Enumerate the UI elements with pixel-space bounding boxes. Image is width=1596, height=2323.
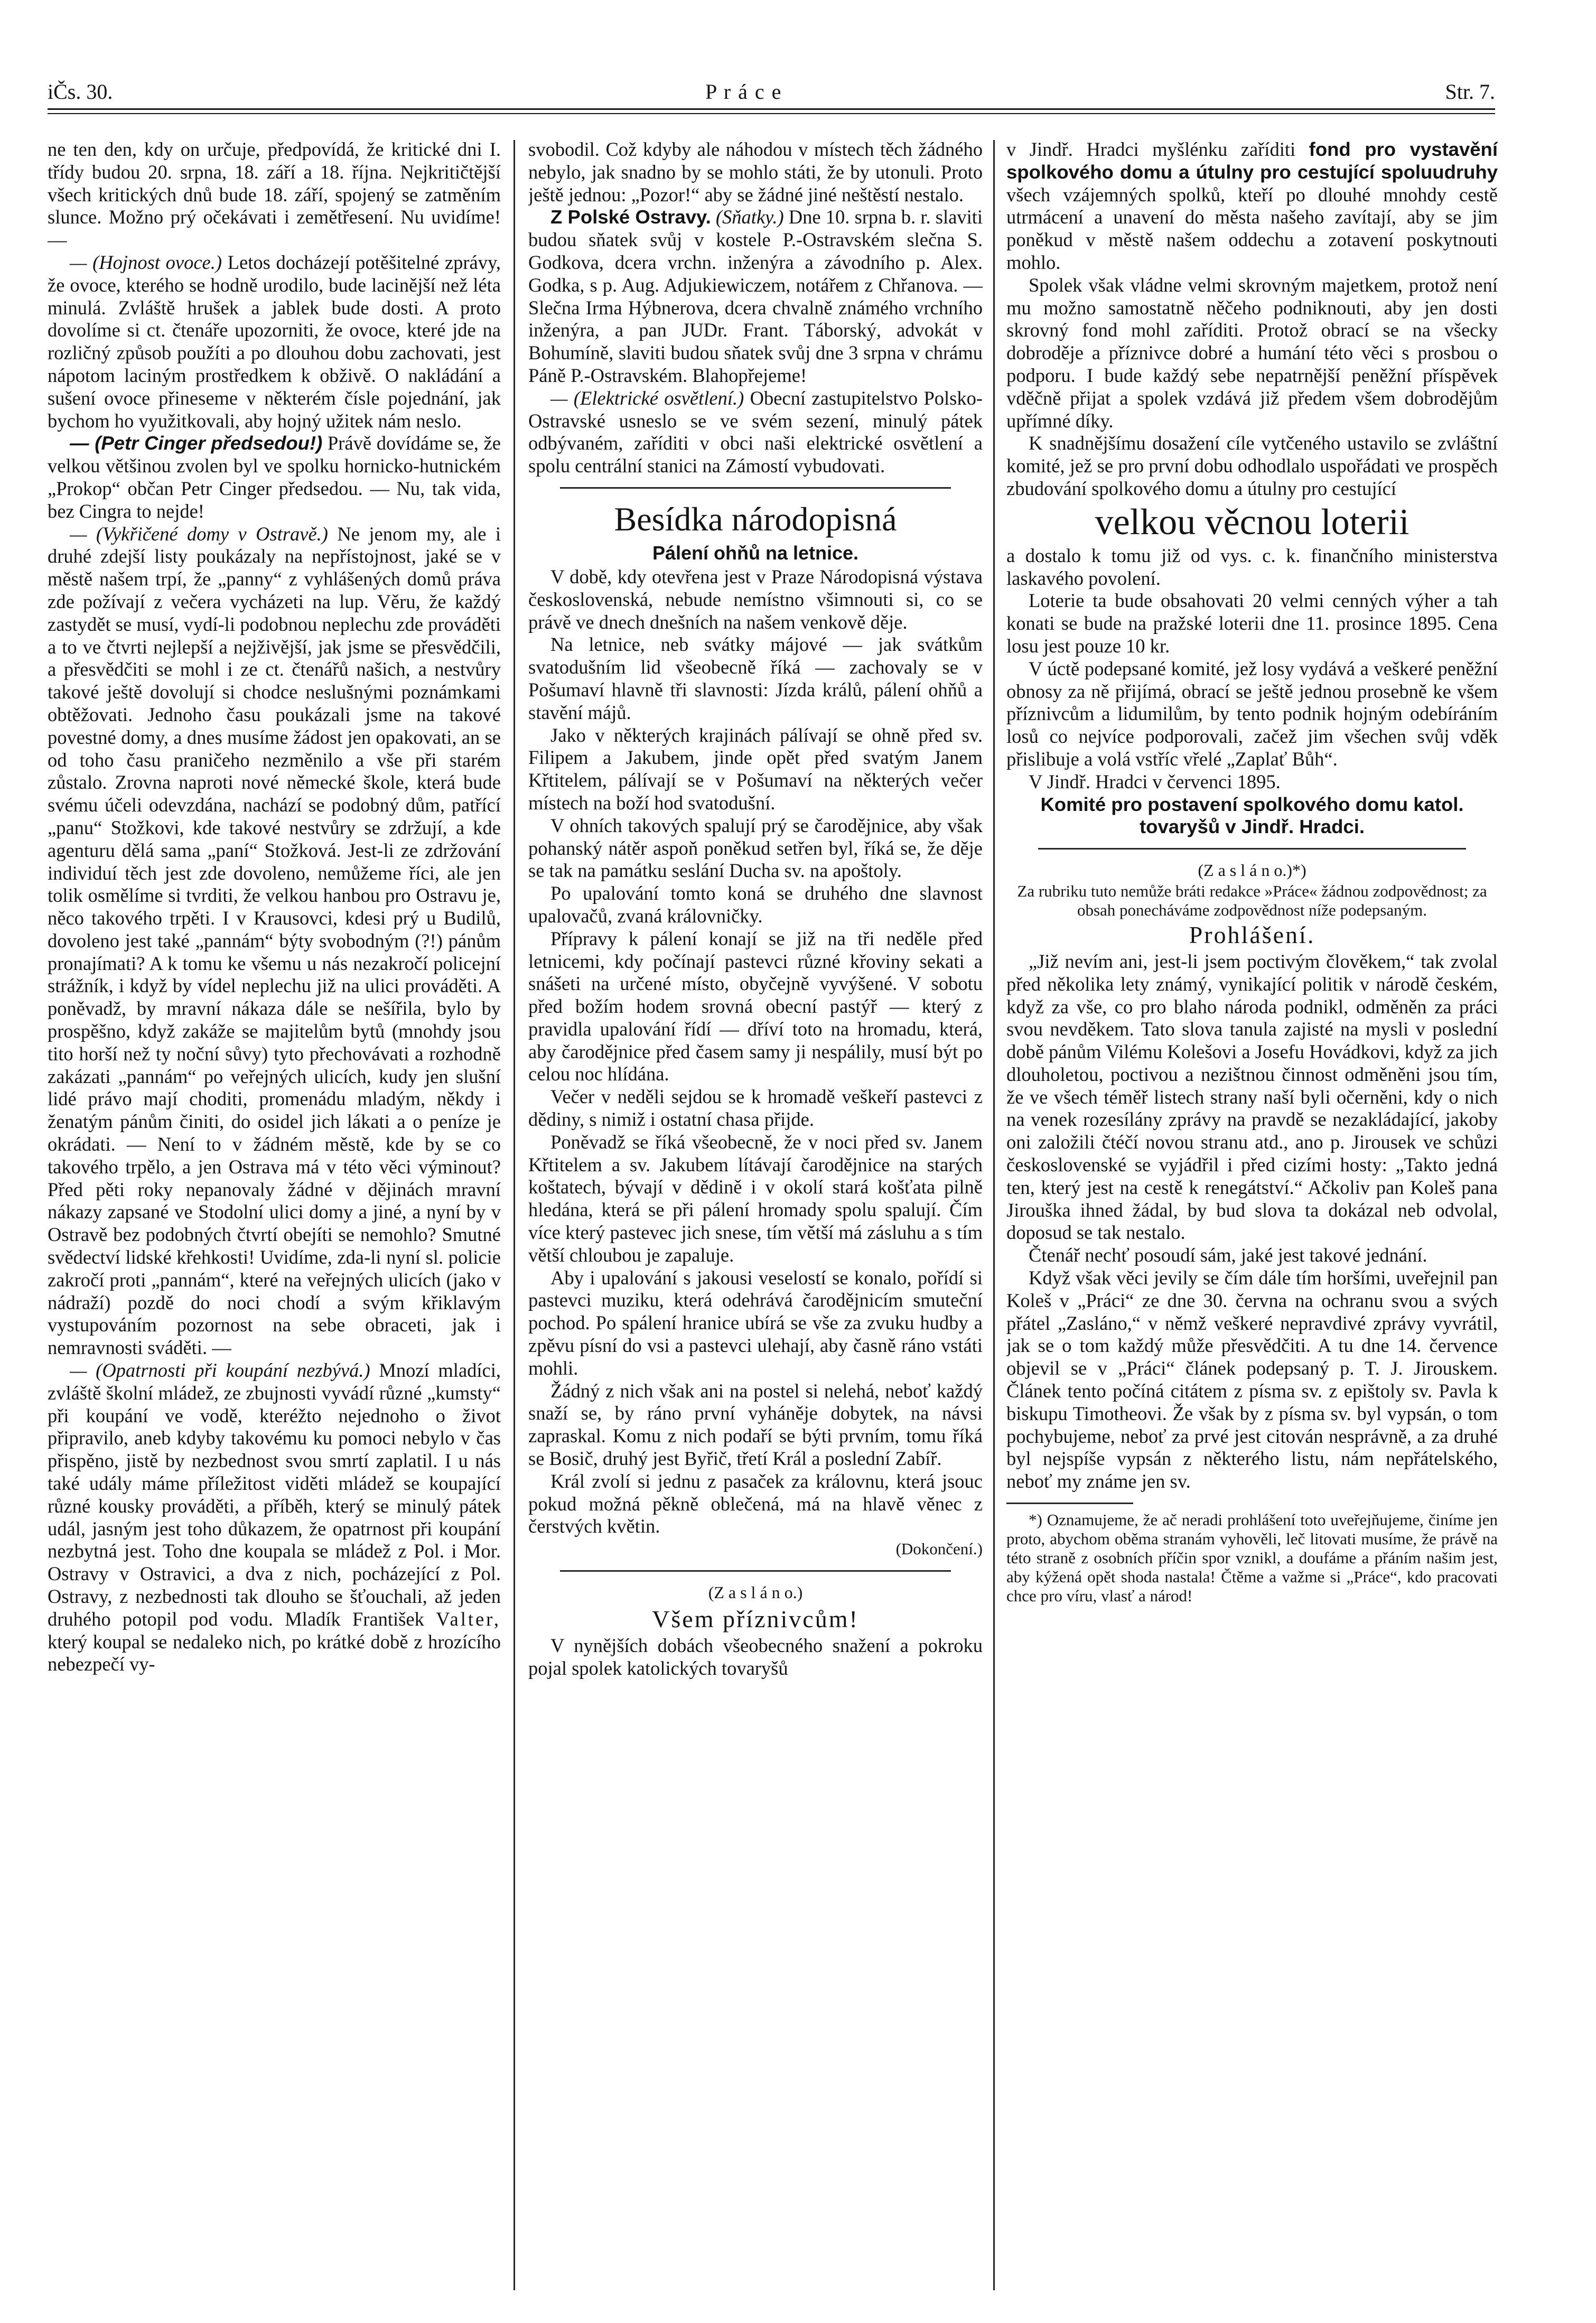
emphasis-text: fond pro vystavění spolkového domu a útulny pro cestující spoluudruhy xyxy=(1006,138,1498,183)
article-paragraph xyxy=(528,387,983,478)
article-paragraph xyxy=(528,206,983,387)
article-heading: — (Hojnost ovoce.) xyxy=(70,251,222,273)
issue-number: iČs. 30. xyxy=(48,80,113,104)
article-paragraph xyxy=(48,523,501,1359)
article-text: Právě dovídáme se, že velkou většinou zvolen byl ve spolku hornicko-hutnickém „Prokop“ občan Petr Cinger předsedou. — Nu, tak vida, bez Cingra to nejde! xyxy=(48,432,501,522)
article-subheading: (Sňatky.) xyxy=(715,206,784,228)
article-paragraph: Po upalování tomto koná se druhého dne slavnost upalovačů, zvaná královničky. xyxy=(528,882,983,927)
dateline: V Jindř. Hradci v červenci 1895. xyxy=(1029,770,1281,792)
column-1 xyxy=(48,138,501,2283)
article-text: Ne jenom my, ale i druhé zdejší listy poukázaly na nepřístojnost, jaké se v městě našem trpí, že „panny“ z vyhlášených domů práva zde požívají z večera vycházeti na lup. Věru, že každý zastydět se musí, vydí-li podobnou neplechu zde prováděti a to ve čtvrti nejlepší a nejživější, jak jsme se přesvědčili, a přesvědčiti se mohl i ze ct. čtenářů našich, a nestvůry takové ještě dovolují si chodce neslušnými poznámkami obtěžovati. Jednoho času poukázali jsme na takové povestné domy, a dnes musíme žádost jen opakovati, an se od toho času praničeho nezměnilo a vše při starém zůstalo. Zrovna naproti nové německé škole, která bude svému účeli odevzdána, nachází se podobný dům, patřící „panu“ Stožkovi, kde takové nestvůry se zdržují, a kde agenturu dělá sama „paní“ Stožková. Jest-li ze zdržování individuí těch jest zde dovoleno, nemůžeme říci, ale jen tolik osmělíme si tvrditi, že velkou hanbou pro Ostravu je, něco takového trpěti. I v Krausovci, kdesi prý u Budilů, dovoleno jest také „pannám“ býty svobodným (?!) pánům pronajímati? A k tomu ke všemu u nás nezakročí policejní strážník, i když by vídel neplechu již na ulici prováděti. A poněvadž, by mravní nákaza dále se nešířila, bylo by prospěšno, když zakáže se majitelům bytů (mnohdy jsou tito horší než ty noční sůvy) tyto přechovávati a rozhodně zakázati „pannám“ po veřejných ulicích, kudy jen slušní lidé právo mají choditi, promenádu mladým, někdy i ženatým pánům činiti, do osidel jich lákati a o peníze je okrádati. — Není to v žádném městě, kde by se co takového trpělo, a jen Ostrava má v této věci výminout? Před pěti roky nepanovaly žádné v dějinách mravní nákazy zapsané ve Stodolní ulici domy a jiné, a nyní by v Ostravě bez podobných čtvrtí obejíti se nemohlo? Smutné svědectví lidské křehkosti! Uvidíme, zda-li nyní sl. policie zakročí proti „pannám“, které na veřejných ulicích (jako v nádraží) pozdě do noci chodí a svým křiklavým vystupováním pozornost na sebe obraceti, jak i nemravnosti sváděti. — xyxy=(48,523,501,1359)
column-3 xyxy=(1006,138,1498,2283)
page-header xyxy=(48,79,1495,111)
column-divider xyxy=(514,140,515,2290)
lottery-heading: velkou věcnou loterii xyxy=(1095,501,1410,543)
column-2 xyxy=(528,138,983,2283)
article-paragraph: Poněvadž se říká všeobecně, že v noci před sv. Janem Křtitelem a sv. Jakubem lítávají čarodějnice na starých koštatech, bývají v dědině i v okolí stará košťata pilně hledána, která se při pálení hromady spolu spalují. Čím více který pastevec jich snese, tím větší má zásluhu a s tím větší chloubou je zapaluje. xyxy=(528,1131,983,1266)
article-paragraph: ne ten den, kdy on určuje, předpovídá, že kritické dni I. třídy budou 20. srpna, 18. září a 18. října. Nejkritičtější všech kritických dnů bude 18. září, spojený se zatměním slunce. Možno prý očekávati i zemětřesení. Nu uvidíme! — xyxy=(48,138,501,251)
article-text: Dne 10. srpna b. r. slaviti budou sňatek svůj v kostele P.-Ostravském slečna S. Godkova, dcera vrchn. inženýra a závodního p. Alex. Godka, s p. Aug. Adjukiewiczem, notářem z Chřanova. — Slečna Irma Hýbnerova, dcera chvalně známého vrchního inženýra, a pan JUDr. Frant. Táborský, advokát v Bohumíně, slaviti budou sňatek svůj dne 3 srpna v chrámu Páně P.-Ostravském. Blahopřejeme! xyxy=(528,206,983,386)
declaration-title: Prohlášení. xyxy=(1189,921,1315,948)
article-paragraph: Král zvolí si jednu z pasaček za královnu, která jsouc pokud možná pěkně oblečená, má na hlavě věnec z čerstvých květin. xyxy=(528,1470,983,1537)
page-number: Str. 7. xyxy=(1445,80,1495,104)
article-text: Obecní zastupitelstvo Polsko-Ostravské usneslo se ve svém sezení, minulý pátek odbývaném, zaříditi v obci naši elektrické osvětlení a spolu centrální stanici na Zámostí vybudovati. xyxy=(528,387,983,477)
article-paragraph: V úctě podepsané komité, jež losy vydává a veškeré peněžní obnosy za ně přijímá, obrací se ještě jednou prosebně ke všem příznivcům a lidumilům, by tento podnik hojným odebíráním losů co nejvíce podporovali, začež jim všechen svůj vděk přislibuje a volá vstříc vřelé „Zaplať Bůh“. xyxy=(1006,657,1498,770)
person-name: Valter, xyxy=(436,1608,501,1630)
article-paragraph: Když však věci jevily se čím dále tím horšími, uveřejnil pan Koleš v „Práci“ ze dne 30. června na ochranu svou a svých přátel „Zasláno,“ v němž veškeré nepravdivé zprávy vyvrátil, jak se o tom každý může přesvědčiti. A tu dne 14. července objevil se v „Práci“ článek podepsaný p. T. J. Jirouskem. Článek tento počíná citátem z písma sv. z epištoly sv. Pavla k biskupu Timotheovi. Že však by z písma sv. byl vypsán, o tom pochybujeme, neboť za prvé jest citován nesprávně, a za druhé byl nejspíše vypsán z některého listu, nám nepřátelského, neboť my známe jen sv. xyxy=(1006,1267,1498,1492)
article-paragraph: Na letnice, neb svátky májové — jak svátkům svatodušním lid všeobecně říká — zachovaly se v Pošumaví hlavně tři slavnosti: Jízda králů, pálení ohňů a stavění májů. xyxy=(528,633,983,723)
article-paragraph: V době, kdy otevřena jest v Praze Národopisná výstava československá, nebude nemístno všimnouti si, co se právě ve dnech dnešních na našem venkově děje. xyxy=(528,565,983,633)
article-text: všech vzájemných spolků, kteří po dlouhé mnohdy cestě utrmácení a unavení do města našeho zavítají, aby se jim poněkud v městě našem oddechu a zotavení poskytnouti mohlo. xyxy=(1006,183,1498,273)
article-text: v Jindř. Hradci myšlénku zaříditi xyxy=(1006,138,1296,160)
section-divider xyxy=(560,487,951,489)
article-paragraph: Loterie ta bude obsahovati 20 velmi cenných výher a tah konati se bude na pražské loterii dne 11. prosince 1895. Cena losu jest pouze 10 kr. xyxy=(1006,590,1498,657)
article-paragraph: „Již nevím ani, jest-li jsem poctivým člověkem,“ tak zvolal před několika lety známý, vynikající politik v národě českém, když za vše, co pro blaho národa podnikl, odměněn za práci svou nevděkem. Tato slova tanula zajisté na mysli v poslední době pánům Vilému Kolešovi a Josefu Hovádkovi, když za jich dlouholetou, poctivou a nezištnou činnost odměněni jsou tím, že ve všech téměř listech strany naší byli očerněni, kdy o nich na venek rozesílány zprávy na pravdě se nezakládající, jakoby oni založili čtéčí novou stranu atd., ano p. Jirousek ve schůzi československé se vyjádřil i před cizími hosty: „Takto jedná ten, který jest na cestě k renegátství.“ Ačkoliv pan Koleš pana Jirouška ihned žádal, by bud slova ta dokázal neb odvolal, doposud se tak nestalo. xyxy=(1006,950,1498,1244)
section-divider xyxy=(560,1570,951,1572)
article-paragraph xyxy=(1006,138,1498,274)
article-paragraph: Přípravy k pálení konají se již na tři neděle před letnicemi, kdy počínají pastevci různé křoviny sekati a snášeti na určené místo, obyčejně vyvýšené. V sobotu před božím hodem srovná obecní pastýř — který z pravidla upalování řídí — dříví toto na hromadu, která, aby čarodějnice před časem samy ji nespálily, musí být po celou noc hlídána. xyxy=(528,927,983,1085)
article-paragraph: Jako v některých krajinách pálívají se ohně před sv. Filipem a Jakubem, jinde opět před svatým Janem Křtitelem, pálívají se v Pošumaví na některých večer místech na boží hod svatodušní. xyxy=(528,724,983,814)
section-title: Besídka národopisná xyxy=(614,500,897,538)
article-paragraph xyxy=(48,251,501,432)
zaslano-label: (Z a s l á n o.)*) xyxy=(1198,861,1306,880)
section-divider xyxy=(1038,848,1466,850)
article-paragraph: V nynějších dobách všeobecného snažení a pokroku pojal spolek katolických tovaryšů xyxy=(528,1634,983,1679)
article-paragraph: Večer v neděli sejdou se k hromadě veškeří pastevci z dědiny, s nimiž i ostatní chasa přijde. xyxy=(528,1086,983,1131)
article-text: Letos docházejí potěšitelné zprávy, že ovoce, kterého se hodně urodilo, bude lacinější než léta minulá. Zvláště hrušek a jablek bude dosti. A proto dovolíme si ct. čtenáře upozorniti, že ovoce, které jde na rozličný způsob použíti a po dlouhou dobu zachovati, jest nápotom laciným prostředkem k obživě. O nakládání a sušení ovoce přineseme v některém čísle pojednání, jak bychom ho využitkovali, aby hojný užitek nám neslo. xyxy=(48,251,501,432)
article-paragraph: K snadnějšímu dosažení cíle vytčeného ustavilo se zvláštní komité, jež se pro první dobu odhodlalo uspořádati ve prospěch zbudování spolkového domu a útulny pro cestující xyxy=(1006,432,1498,499)
signature: Komité pro postavení spolkového domu katol. tovaryšů v Jindř. Hradci. xyxy=(1040,793,1464,838)
article-text: který koupal se nedaleko nich, po krátké době z hrozícího nebezpečí vy- xyxy=(48,1630,501,1675)
footnote: *) Oznamujeme, že ač neradi prohlášení toto uveřejňujeme, činíme jen proto, abychom oběma stranám vyhověli, leč litovati musíme, že právě na této straně z osobních příčin spor vznikl, a doufáme a přáním našim jest, aby kýžená opět shoda nastala! Čtěme a važme si „Práce“, kdo pracovati chce pro víru, vlasť a národ! xyxy=(1006,1510,1498,1606)
article-paragraph: Aby i upalování s jakousi veselostí se konalo, pořídí si pastevci muziku, která odehrává čarodějnicím smuteční pochod. Po spálení hranice ubírá se vše za zvuku hudby a zpěvu písní do vsi a pastevci ulehají, aby časně ráno vstáti mohli. xyxy=(528,1266,983,1379)
column-divider xyxy=(993,140,995,2290)
zaslano-label: (Z a s l á n o.) xyxy=(708,1583,803,1602)
article-paragraph: Čtenář nechť posoudí sám, jaké jest takové jednání. xyxy=(1029,1244,1427,1266)
appeal-title: Všem příznivcům! xyxy=(652,1605,859,1632)
article-heading: Z Polské Ostravy. xyxy=(550,206,711,228)
article-heading: — (Elektrické osvětlení.) xyxy=(550,387,744,409)
article-heading: — (Opatrnosti při koupání nezbývá.) xyxy=(70,1359,370,1382)
newspaper-title: P r á c e xyxy=(705,80,782,104)
article-paragraph xyxy=(48,1359,501,1676)
article-paragraph: svobodil. Což kdyby ale náhodou v místech těch žádného nebylo, jak snadno by se mohlo státi, že by utonuli. Proto ještě jednou: „Pozor!“ aby se žádné jiné neštěstí nestalo. xyxy=(528,138,983,206)
article-paragraph: Spolek však vládne velmi skrovným majetkem, protož není mu možno samostatně něčeho podniknouti, aby jen dosti skrovný fond mohl zaříditi. Protož obrací se na všecky dobroděje a příznivce dobré a humání této věci s prosbou o podporu. I bude každý sebe nepatrnější peněžní příspěvek vděčně přijat a spolek vzdává již předem všem dobrodějům upřímné díky. xyxy=(1006,274,1498,432)
article-paragraph: a dostalo k tomu již od vys. c. k. finančního ministerstva laskavého povolení. xyxy=(1006,544,1498,589)
header-rule-thin xyxy=(48,113,1495,114)
continued-note: (Dokončení.) xyxy=(895,1540,983,1559)
section-subtitle: Pálení ohňů na letnice. xyxy=(652,542,859,564)
article-paragraph: V ohních takových spalují prý se čarodějnice, aby však pohanský nátěr aspoň poněkud setřen byl, říká se, že děje se tak na památku seslání Ducha sv. na apoštoly. xyxy=(528,814,983,882)
article-paragraph xyxy=(48,432,501,523)
footnote-rule xyxy=(1006,1503,1133,1504)
article-heading: — (Petr Cinger předsedou!) xyxy=(70,432,323,454)
article-text: Mnozí mladíci, zvláště školní mládež, ze zbujnosti vyvádí různé „kumsty“ při koupání ve vodě, kteréžto nejednoho o život připravilo, aneb kdyby takovému ku pomoci nebylo v čas přispěno, jistě by nezbednost svou smrtí zaplatil. I u nás také udály máme příležitost viděti mládež se koupající různé kousky prováděti, a příběh, který se minulý pátek udál, jasným jest toho důkazem, že opatrnost při koupání nezbytná jest. Toho dne koupala se mládež z Pol. i Mor. Ostravy v Ostravici, a dva z nich, pocházející z Pol. Ostravy, z nezbednosti tak dlouho se šťouchali, až jeden druhého potopil pod vodu. Mladík František xyxy=(48,1359,501,1630)
article-heading: — (Vykřičené domy v Ostravě.) xyxy=(70,523,328,545)
editorial-disclaimer: Za rubriku tuto nemůže bráti redakce »Práce« žádnou zodpovědnost; za obsah ponecháváme zodpovědnost níže podepsaným. xyxy=(1017,881,1487,919)
header-rule xyxy=(48,108,1495,110)
article-paragraph: Žádný z nich však ani na postel si nelehá, neboť každý snaží se, by ráno první vyháněje dobytek, na návsi zapraskal. Komu z nich podaří se býti prvním, tomu říká se Bosič, druhý jest Byřič, třetí Král a poslední Zabíř. xyxy=(528,1379,983,1470)
